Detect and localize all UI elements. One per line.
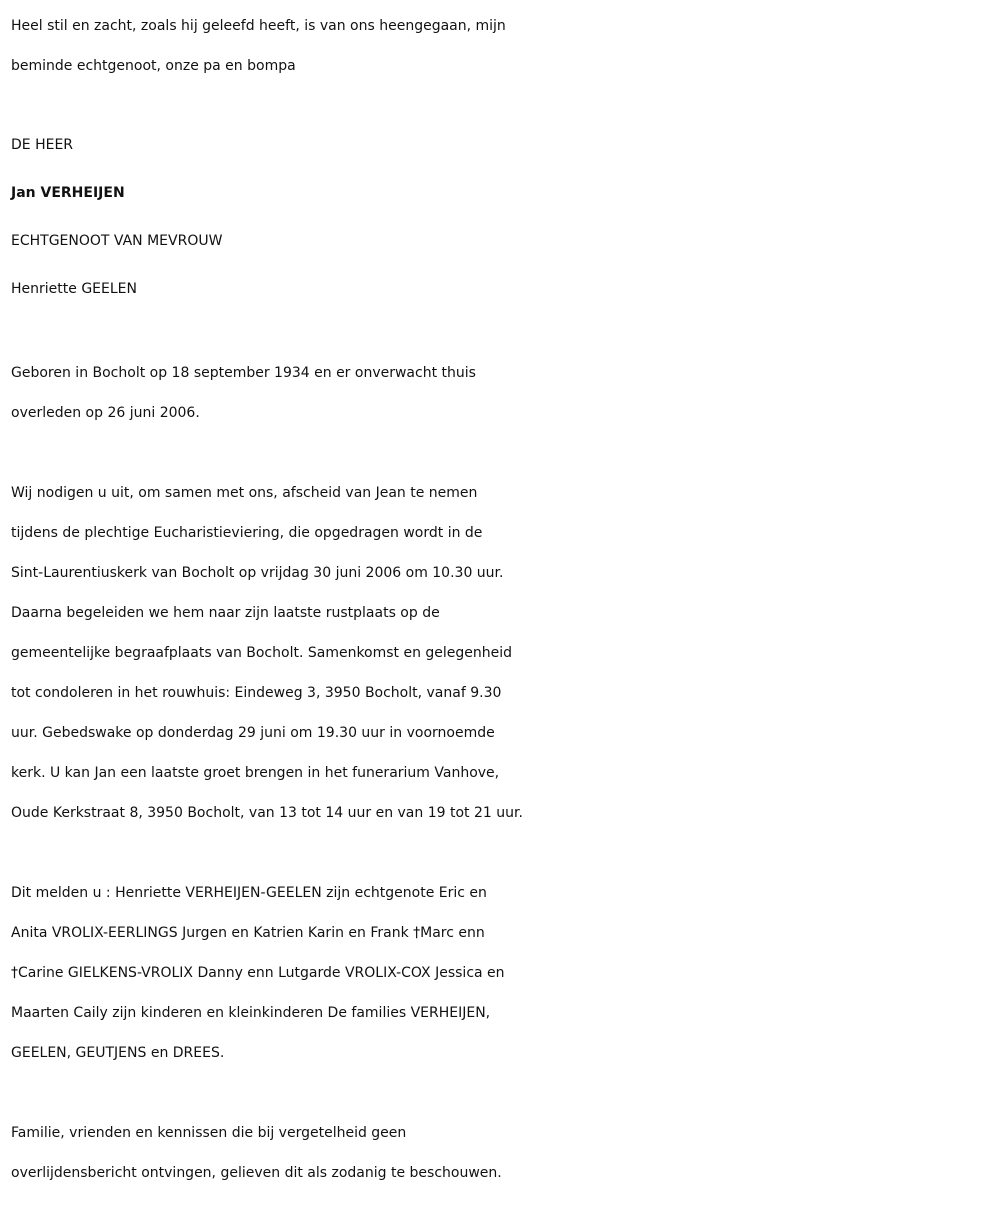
spouse-name: Henriette GEELEN bbox=[11, 281, 137, 297]
ceremony-line: uur. Gebedswake op donderdag 29 juni om 19.30 uur in voornoemde bbox=[11, 725, 495, 741]
ceremony-paragraph bbox=[11, 473, 1000, 833]
intro-line: Heel stil en zacht, zoals hij geleefd heeft, is van ons heengegaan, mijn bbox=[11, 18, 506, 34]
closing-paragraph bbox=[11, 1113, 1000, 1193]
family-line: Dit melden u : Henriette VERHEIJEN-GEELEN zijn echtgenote Eric en bbox=[11, 885, 487, 901]
birth-death-paragraph bbox=[11, 353, 1000, 433]
ceremony-line: tijdens de plechtige Eucharistieviering, die opgedragen wordt in de bbox=[11, 525, 483, 541]
deceased-header bbox=[11, 121, 1000, 313]
ceremony-line: tot condoleren in het rouwhuis: Eindeweg 3, 3950 Bocholt, vanaf 9.30 bbox=[11, 685, 502, 701]
family-line: Anita VROLIX-EERLINGS Jurgen en Katrien Karin en Frank †Marc enn bbox=[11, 925, 485, 941]
closing-line: Familie, vrienden en kennissen die bij vergetelheid geen bbox=[11, 1125, 407, 1141]
intro-paragraph bbox=[11, 6, 1000, 86]
closing-line: overlijdensbericht ontvingen, gelieven dit als zodanig te beschouwen. bbox=[11, 1165, 502, 1181]
intro-line: beminde echtgenoot, onze pa en bompa bbox=[11, 58, 296, 74]
family-line: †Carine GIELKENS-VROLIX Danny enn Lutgarde VROLIX-COX Jessica en bbox=[11, 965, 505, 981]
family-paragraph bbox=[11, 873, 1000, 1073]
family-line: Maarten Caily zijn kinderen en kleinkinderen De families VERHEIJEN, bbox=[11, 1005, 491, 1021]
ceremony-line: Wij nodigen u uit, om samen met ons, afscheid van Jean te nemen bbox=[11, 485, 478, 501]
honorific-title: DE HEER bbox=[11, 137, 74, 153]
ceremony-line: Daarna begeleiden we hem naar zijn laatste rustplaats op de bbox=[11, 605, 440, 621]
deceased-name: Jan VERHEIJEN bbox=[11, 185, 125, 201]
ceremony-line: Oude Kerkstraat 8, 3950 Bocholt, van 13 tot 14 uur en van 19 tot 21 uur. bbox=[11, 805, 523, 821]
ceremony-line: Sint-Laurentiuskerk van Bocholt op vrijdag 30 juni 2006 om 10.30 uur. bbox=[11, 565, 504, 581]
ceremony-line: kerk. U kan Jan een laatste groet brengen in het funerarium Vanhove, bbox=[11, 765, 500, 781]
birth-line: overleden op 26 juni 2006. bbox=[11, 405, 200, 421]
family-line: GEELEN, GEUTJENS en DREES. bbox=[11, 1045, 225, 1061]
spouse-label: ECHTGENOOT VAN MEVROUW bbox=[11, 233, 223, 249]
ceremony-line: gemeentelijke begraafplaats van Bocholt. Samenkomst en gelegenheid bbox=[11, 645, 513, 661]
birth-line: Geboren in Bocholt op 18 september 1934 en er onverwacht thuis bbox=[11, 365, 476, 381]
